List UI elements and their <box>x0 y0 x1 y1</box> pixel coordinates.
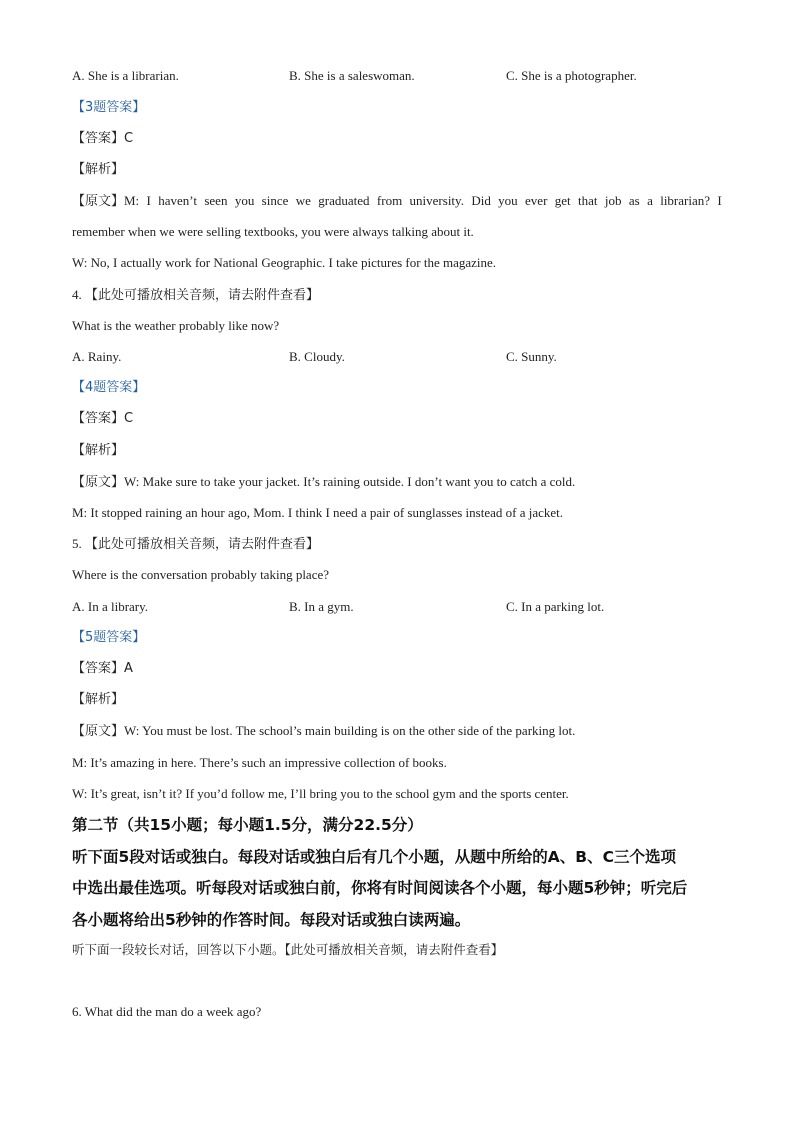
word: you <box>234 193 255 208</box>
question-text: Where is the conversation probably taking place? <box>72 567 330 582</box>
word: I <box>717 193 722 208</box>
option-c: C. In a parking lot. <box>506 599 605 614</box>
word: we <box>295 193 311 208</box>
answer: 【答案】C <box>72 411 134 426</box>
section-title: 第二节（共15小题；每小题1.5分，满分22.5分） <box>72 816 423 834</box>
analysis-label: 【解析】 <box>72 162 125 177</box>
word: librarian? <box>660 193 711 208</box>
analysis-label: 【解析】 <box>72 443 125 458</box>
transcript-line: 【原文】W: You must be lost. The school’s main building is on the other side of the parking lot. <box>72 723 576 738</box>
word: Did <box>471 193 491 208</box>
answer-header: 【5题答案】 <box>72 630 146 645</box>
option-b: B. Cloudy. <box>289 349 345 364</box>
word: 【原文】M: <box>72 193 140 208</box>
option-a: A. In a library. <box>72 599 149 614</box>
answer: 【答案】A <box>72 661 133 676</box>
option-c: C. Sunny. <box>506 349 557 364</box>
answer-header: 【4题答案】 <box>72 380 146 395</box>
analysis-label: 【解析】 <box>72 692 125 707</box>
transcript-line: M: It’s amazing in here. There’s such an impressive collection of books. <box>72 755 447 770</box>
answer-header: 【3题答案】 <box>72 100 146 115</box>
word: job <box>604 193 622 208</box>
word: get <box>554 193 571 208</box>
word: ever <box>525 193 548 208</box>
word: seen <box>204 193 228 208</box>
word: a <box>647 193 653 208</box>
transcript-line: remember when we were selling textbooks, you were always talking about it. <box>72 224 474 239</box>
word: you <box>498 193 518 208</box>
option-a: A. Rainy. <box>72 349 122 364</box>
section-instructions: 听下面5段对话或独白。每段对话或独白后有几个小题，从题中所给的A、B、C三个选项 <box>72 848 676 866</box>
answer: 【答案】C <box>72 131 134 146</box>
transcript-line: M: It stopped raining an hour ago, Mom. I think I need a pair of sunglasses instead of a jacket. <box>72 505 563 520</box>
long-dialogue-intro: 听下面一段较长对话，回答以下小题。【此处可播放相关音频，请去附件查看】 <box>72 942 504 957</box>
word: haven’t <box>158 193 197 208</box>
transcript-line: W: It’s great, isn’t it? If you’d follow me, I’ll bring you to the school gym and the sports center. <box>72 786 569 801</box>
question-header: 4. 【此处可播放相关音频，请去附件查看】 <box>72 287 320 302</box>
word: that <box>578 193 598 208</box>
option-a: A. She is a librarian. <box>72 68 179 83</box>
question-text: What is the weather probably like now? <box>72 318 280 333</box>
question-header: 5. 【此处可播放相关音频，请去附件查看】 <box>72 536 320 551</box>
section-instructions: 各小题将给出5秒钟的作答时间。每段对话或独白读两遍。 <box>72 911 471 929</box>
word: I <box>146 193 151 208</box>
question-text: 6. What did the man do a week ago? <box>72 1004 262 1019</box>
transcript-line: 【原文】W: Make sure to take your jacket. It’s raining outside. I don’t want you to catch a cold. <box>72 474 576 489</box>
word: from <box>376 193 403 208</box>
option-b: B. She is a saleswoman. <box>289 68 415 83</box>
word: university. <box>409 193 464 208</box>
word: graduated <box>318 193 370 208</box>
transcript-line-justified <box>72 193 722 209</box>
section-instructions: 中选出最佳选项。听每段对话或独白前，你将有时间阅读各个小题，每小题5秒钟；听完后 <box>72 879 688 897</box>
option-c: C. She is a photographer. <box>506 68 637 83</box>
word: as <box>628 193 640 208</box>
transcript-line: W: No, I actually work for National Geographic. I take pictures for the magazine. <box>72 255 497 270</box>
word: since <box>261 193 289 208</box>
option-b: B. In a gym. <box>289 599 354 614</box>
